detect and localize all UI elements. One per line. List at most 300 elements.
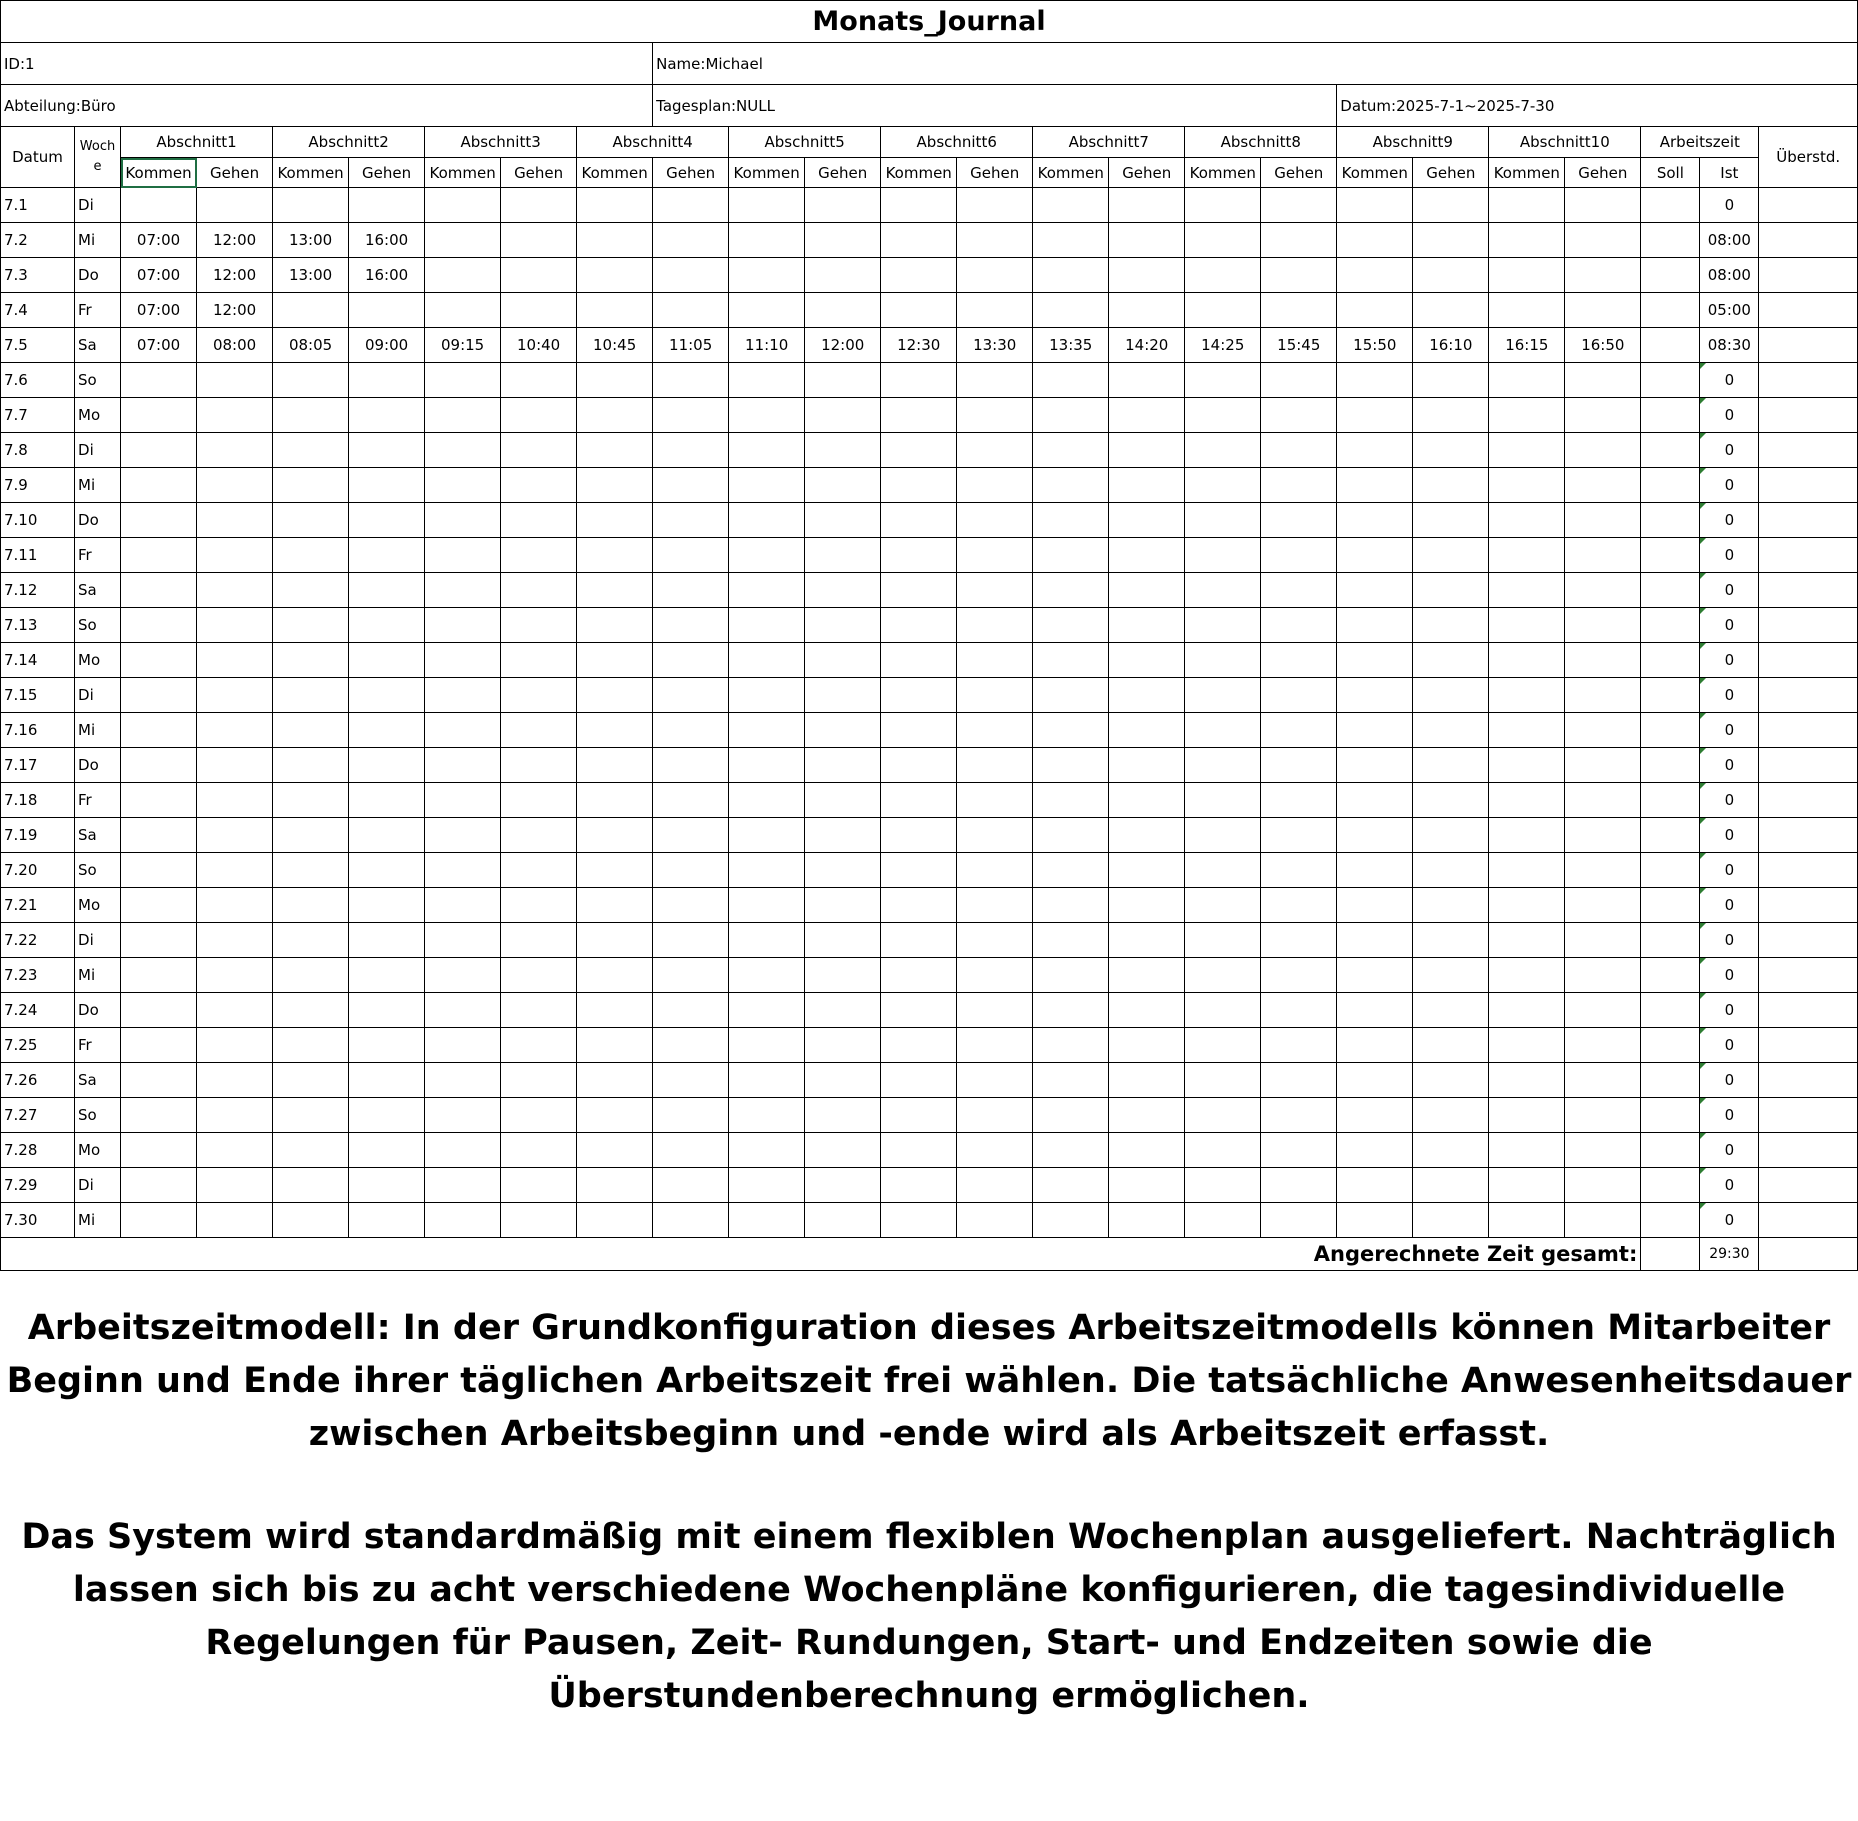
kommen-cell[interactable] — [881, 748, 957, 783]
date-cell[interactable]: 7.26 — [1, 1063, 75, 1098]
gehen-cell[interactable] — [501, 188, 577, 223]
kommen-cell[interactable] — [881, 363, 957, 398]
kommen-cell[interactable] — [1185, 573, 1261, 608]
kommen-cell[interactable] — [881, 888, 957, 923]
kommen-cell[interactable] — [729, 783, 805, 818]
header-gehen-7[interactable]: Gehen — [1109, 158, 1185, 188]
kommen-cell[interactable] — [273, 608, 349, 643]
ist-cell[interactable]: 0 — [1700, 398, 1759, 433]
kommen-cell[interactable] — [1489, 608, 1565, 643]
kommen-cell[interactable] — [1337, 853, 1413, 888]
gehen-cell[interactable] — [1261, 468, 1337, 503]
kommen-cell[interactable] — [1337, 818, 1413, 853]
kommen-cell[interactable] — [273, 748, 349, 783]
gehen-cell[interactable] — [805, 1098, 881, 1133]
kommen-cell[interactable] — [729, 468, 805, 503]
kommen-cell[interactable]: 09:15 — [425, 328, 501, 363]
gehen-cell[interactable] — [653, 468, 729, 503]
soll-cell[interactable] — [1641, 468, 1700, 503]
header-kommen-1[interactable]: Kommen — [121, 158, 197, 188]
kommen-cell[interactable] — [1185, 853, 1261, 888]
soll-cell[interactable] — [1641, 608, 1700, 643]
gehen-cell[interactable] — [349, 468, 425, 503]
gehen-cell[interactable] — [957, 608, 1033, 643]
kommen-cell[interactable] — [121, 1168, 197, 1203]
kommen-cell[interactable] — [1337, 1203, 1413, 1238]
kommen-cell[interactable] — [1489, 433, 1565, 468]
gehen-cell[interactable] — [1565, 398, 1641, 433]
gehen-cell[interactable] — [1109, 573, 1185, 608]
kommen-cell[interactable] — [1489, 678, 1565, 713]
gehen-cell[interactable] — [653, 223, 729, 258]
gehen-cell[interactable] — [957, 1133, 1033, 1168]
header-ist[interactable]: Ist — [1700, 158, 1759, 188]
kommen-cell[interactable]: 15:50 — [1337, 328, 1413, 363]
header-kommen-4[interactable]: Kommen — [577, 158, 653, 188]
kommen-cell[interactable] — [881, 923, 957, 958]
kommen-cell[interactable] — [729, 1133, 805, 1168]
gehen-cell[interactable] — [349, 188, 425, 223]
kommen-cell[interactable] — [881, 1168, 957, 1203]
gehen-cell[interactable] — [197, 783, 273, 818]
header-ueberstd[interactable]: Überstd. — [1759, 127, 1858, 188]
gehen-cell[interactable] — [1261, 1168, 1337, 1203]
kommen-cell[interactable] — [425, 678, 501, 713]
gehen-cell[interactable] — [197, 363, 273, 398]
gehen-cell[interactable] — [805, 993, 881, 1028]
gehen-cell[interactable] — [501, 1203, 577, 1238]
soll-cell[interactable] — [1641, 1203, 1700, 1238]
ueberstd-cell[interactable] — [1759, 188, 1858, 223]
ist-cell[interactable]: 0 — [1700, 608, 1759, 643]
kommen-cell[interactable] — [1033, 293, 1109, 328]
date-cell[interactable]: 7.5 — [1, 328, 75, 363]
ist-cell[interactable]: 0 — [1700, 468, 1759, 503]
ueberstd-cell[interactable] — [1759, 608, 1858, 643]
gehen-cell[interactable] — [197, 188, 273, 223]
gehen-cell[interactable] — [349, 398, 425, 433]
gehen-cell[interactable] — [1565, 853, 1641, 888]
ueberstd-cell[interactable] — [1759, 748, 1858, 783]
kommen-cell[interactable] — [577, 853, 653, 888]
gehen-cell[interactable] — [653, 1098, 729, 1133]
kommen-cell[interactable] — [1033, 713, 1109, 748]
gehen-cell[interactable] — [957, 643, 1033, 678]
gehen-cell[interactable] — [197, 818, 273, 853]
total-soll-cell[interactable] — [1641, 1238, 1700, 1271]
kommen-cell[interactable] — [121, 853, 197, 888]
date-cell[interactable]: 7.9 — [1, 468, 75, 503]
gehen-cell[interactable] — [957, 993, 1033, 1028]
header-abschnitt-6[interactable]: Abschnitt6 — [881, 127, 1033, 158]
kommen-cell[interactable] — [1033, 958, 1109, 993]
kommen-cell[interactable] — [425, 818, 501, 853]
kommen-cell[interactable] — [1337, 468, 1413, 503]
gehen-cell[interactable] — [501, 398, 577, 433]
header-arbeitszeit[interactable]: Arbeitszeit — [1641, 127, 1759, 158]
gehen-cell[interactable] — [1261, 923, 1337, 958]
gehen-cell[interactable] — [349, 713, 425, 748]
gehen-cell[interactable] — [1261, 783, 1337, 818]
ueberstd-cell[interactable] — [1759, 958, 1858, 993]
header-kommen-10[interactable]: Kommen — [1489, 158, 1565, 188]
ist-cell[interactable]: 08:00 — [1700, 258, 1759, 293]
ueberstd-cell[interactable] — [1759, 993, 1858, 1028]
gehen-cell[interactable] — [653, 188, 729, 223]
gehen-cell[interactable] — [197, 608, 273, 643]
gehen-cell[interactable] — [653, 1203, 729, 1238]
gehen-cell[interactable] — [1261, 853, 1337, 888]
gehen-cell[interactable] — [1109, 993, 1185, 1028]
gehen-cell[interactable] — [1109, 258, 1185, 293]
kommen-cell[interactable] — [1033, 1168, 1109, 1203]
gehen-cell[interactable] — [1565, 923, 1641, 958]
weekday-cell[interactable]: Sa — [75, 328, 121, 363]
gehen-cell[interactable] — [1413, 853, 1489, 888]
gehen-cell[interactable] — [1109, 643, 1185, 678]
gehen-cell[interactable] — [1413, 293, 1489, 328]
kommen-cell[interactable] — [1185, 538, 1261, 573]
ist-cell[interactable]: 0 — [1700, 433, 1759, 468]
kommen-cell[interactable] — [273, 398, 349, 433]
gehen-cell[interactable] — [1565, 258, 1641, 293]
gehen-cell[interactable] — [1261, 398, 1337, 433]
kommen-cell[interactable] — [121, 1028, 197, 1063]
kommen-cell[interactable] — [1337, 188, 1413, 223]
gehen-cell[interactable] — [1565, 1028, 1641, 1063]
gehen-cell[interactable] — [1413, 363, 1489, 398]
kommen-cell[interactable] — [1185, 783, 1261, 818]
ueberstd-cell[interactable] — [1759, 293, 1858, 328]
kommen-cell[interactable] — [577, 433, 653, 468]
kommen-cell[interactable] — [1337, 643, 1413, 678]
gehen-cell[interactable] — [957, 783, 1033, 818]
gehen-cell[interactable] — [349, 993, 425, 1028]
gehen-cell[interactable] — [197, 993, 273, 1028]
gehen-cell[interactable] — [805, 1203, 881, 1238]
gehen-cell[interactable] — [501, 258, 577, 293]
kommen-cell[interactable] — [1489, 258, 1565, 293]
kommen-cell[interactable] — [729, 1098, 805, 1133]
soll-cell[interactable] — [1641, 293, 1700, 328]
kommen-cell[interactable] — [121, 1133, 197, 1168]
gehen-cell[interactable] — [1413, 1028, 1489, 1063]
kommen-cell[interactable] — [577, 188, 653, 223]
gehen-cell[interactable] — [1109, 678, 1185, 713]
ueberstd-cell[interactable] — [1759, 573, 1858, 608]
kommen-cell[interactable] — [1337, 783, 1413, 818]
kommen-cell[interactable] — [425, 503, 501, 538]
kommen-cell[interactable] — [425, 433, 501, 468]
header-abschnitt-10[interactable]: Abschnitt10 — [1489, 127, 1641, 158]
gehen-cell[interactable]: 09:00 — [349, 328, 425, 363]
kommen-cell[interactable] — [1033, 643, 1109, 678]
kommen-cell[interactable] — [1489, 223, 1565, 258]
gehen-cell[interactable] — [957, 538, 1033, 573]
gehen-cell[interactable] — [653, 1028, 729, 1063]
ist-cell[interactable]: 0 — [1700, 853, 1759, 888]
kommen-cell[interactable] — [1033, 188, 1109, 223]
kommen-cell[interactable] — [273, 713, 349, 748]
ueberstd-cell[interactable] — [1759, 258, 1858, 293]
kommen-cell[interactable]: 07:00 — [121, 293, 197, 328]
kommen-cell[interactable] — [1185, 258, 1261, 293]
gehen-cell[interactable] — [501, 363, 577, 398]
gehen-cell[interactable] — [957, 1098, 1033, 1133]
gehen-cell[interactable] — [805, 923, 881, 958]
kommen-cell[interactable] — [121, 818, 197, 853]
kommen-cell[interactable] — [577, 258, 653, 293]
header-kommen-6[interactable]: Kommen — [881, 158, 957, 188]
soll-cell[interactable] — [1641, 958, 1700, 993]
kommen-cell[interactable] — [425, 643, 501, 678]
header-abschnitt-4[interactable]: Abschnitt4 — [577, 127, 729, 158]
ist-cell[interactable]: 0 — [1700, 1203, 1759, 1238]
gehen-cell[interactable] — [653, 363, 729, 398]
gehen-cell[interactable] — [1109, 1063, 1185, 1098]
gehen-cell[interactable] — [1261, 538, 1337, 573]
soll-cell[interactable] — [1641, 678, 1700, 713]
gehen-cell[interactable] — [653, 818, 729, 853]
kommen-cell[interactable] — [1033, 503, 1109, 538]
gehen-cell[interactable] — [653, 433, 729, 468]
gehen-cell[interactable] — [1261, 748, 1337, 783]
date-cell[interactable]: 7.19 — [1, 818, 75, 853]
date-cell[interactable]: 7.16 — [1, 713, 75, 748]
kommen-cell[interactable] — [273, 188, 349, 223]
gehen-cell[interactable] — [1109, 538, 1185, 573]
header-gehen-6[interactable]: Gehen — [957, 158, 1033, 188]
ueberstd-cell[interactable] — [1759, 1168, 1858, 1203]
kommen-cell[interactable]: 08:05 — [273, 328, 349, 363]
gehen-cell[interactable] — [1565, 363, 1641, 398]
header-kommen-2[interactable]: Kommen — [273, 158, 349, 188]
date-cell[interactable]: 7.20 — [1, 853, 75, 888]
kommen-cell[interactable] — [729, 1203, 805, 1238]
ueberstd-cell[interactable] — [1759, 1028, 1858, 1063]
gehen-cell[interactable] — [1261, 433, 1337, 468]
gehen-cell[interactable] — [1261, 1203, 1337, 1238]
gehen-cell[interactable] — [501, 783, 577, 818]
gehen-cell[interactable] — [501, 888, 577, 923]
kommen-cell[interactable] — [1337, 608, 1413, 643]
kommen-cell[interactable] — [1185, 1028, 1261, 1063]
kommen-cell[interactable] — [121, 503, 197, 538]
gehen-cell[interactable] — [1261, 503, 1337, 538]
date-cell[interactable]: 7.11 — [1, 538, 75, 573]
gehen-cell[interactable] — [653, 1133, 729, 1168]
gehen-cell[interactable] — [1109, 363, 1185, 398]
kommen-cell[interactable] — [1033, 363, 1109, 398]
kommen-cell[interactable] — [1337, 223, 1413, 258]
gehen-cell[interactable] — [501, 608, 577, 643]
kommen-cell[interactable] — [1185, 433, 1261, 468]
kommen-cell[interactable] — [729, 503, 805, 538]
kommen-cell[interactable] — [273, 853, 349, 888]
gehen-cell[interactable] — [1413, 783, 1489, 818]
kommen-cell[interactable] — [577, 573, 653, 608]
gehen-cell[interactable] — [1413, 958, 1489, 993]
gehen-cell[interactable] — [1413, 468, 1489, 503]
ist-cell[interactable]: 0 — [1700, 888, 1759, 923]
header-gehen-3[interactable]: Gehen — [501, 158, 577, 188]
kommen-cell[interactable] — [881, 958, 957, 993]
gehen-cell[interactable]: 08:00 — [197, 328, 273, 363]
weekday-cell[interactable]: So — [75, 363, 121, 398]
date-cell[interactable]: 7.28 — [1, 1133, 75, 1168]
ist-cell[interactable]: 0 — [1700, 1028, 1759, 1063]
gehen-cell[interactable] — [805, 783, 881, 818]
kommen-cell[interactable] — [729, 853, 805, 888]
kommen-cell[interactable] — [881, 223, 957, 258]
kommen-cell[interactable] — [273, 503, 349, 538]
gehen-cell[interactable]: 14:20 — [1109, 328, 1185, 363]
weekday-cell[interactable]: Mo — [75, 1133, 121, 1168]
header-abschnitt-5[interactable]: Abschnitt5 — [729, 127, 881, 158]
gehen-cell[interactable] — [957, 188, 1033, 223]
kommen-cell[interactable] — [1489, 748, 1565, 783]
weekday-cell[interactable]: Di — [75, 678, 121, 713]
gehen-cell[interactable] — [501, 1028, 577, 1063]
date-cell[interactable]: 7.7 — [1, 398, 75, 433]
gehen-cell[interactable] — [501, 748, 577, 783]
kommen-cell[interactable] — [729, 433, 805, 468]
ueberstd-cell[interactable] — [1759, 713, 1858, 748]
gehen-cell[interactable] — [1261, 958, 1337, 993]
date-cell[interactable]: 7.1 — [1, 188, 75, 223]
kommen-cell[interactable] — [121, 398, 197, 433]
ist-cell[interactable]: 0 — [1700, 748, 1759, 783]
gehen-cell[interactable] — [957, 1203, 1033, 1238]
kommen-cell[interactable] — [425, 468, 501, 503]
kommen-cell[interactable] — [881, 573, 957, 608]
kommen-cell[interactable] — [577, 1133, 653, 1168]
soll-cell[interactable] — [1641, 188, 1700, 223]
gehen-cell[interactable] — [1565, 993, 1641, 1028]
gehen-cell[interactable] — [1413, 538, 1489, 573]
kommen-cell[interactable] — [577, 293, 653, 328]
total-ueberstd-cell[interactable] — [1759, 1238, 1858, 1271]
gehen-cell[interactable] — [653, 713, 729, 748]
kommen-cell[interactable] — [425, 293, 501, 328]
kommen-cell[interactable] — [577, 398, 653, 433]
ueberstd-cell[interactable] — [1759, 1098, 1858, 1133]
kommen-cell[interactable] — [273, 1063, 349, 1098]
tagesplan-cell[interactable]: Tagesplan:NULL — [653, 85, 1337, 127]
kommen-cell[interactable] — [273, 783, 349, 818]
kommen-cell[interactable] — [729, 1168, 805, 1203]
gehen-cell[interactable] — [197, 713, 273, 748]
gehen-cell[interactable] — [1413, 1133, 1489, 1168]
ueberstd-cell[interactable] — [1759, 1133, 1858, 1168]
kommen-cell[interactable] — [577, 748, 653, 783]
gehen-cell[interactable] — [805, 1028, 881, 1063]
ueberstd-cell[interactable] — [1759, 328, 1858, 363]
soll-cell[interactable] — [1641, 783, 1700, 818]
sheet-title[interactable]: Monats_Journal — [1, 1, 1858, 43]
kommen-cell[interactable] — [425, 258, 501, 293]
ist-cell[interactable]: 08:00 — [1700, 223, 1759, 258]
soll-cell[interactable] — [1641, 643, 1700, 678]
kommen-cell[interactable] — [1185, 888, 1261, 923]
date-cell[interactable]: 7.10 — [1, 503, 75, 538]
gehen-cell[interactable] — [1565, 573, 1641, 608]
kommen-cell[interactable] — [1489, 713, 1565, 748]
gehen-cell[interactable] — [1109, 1203, 1185, 1238]
gehen-cell[interactable] — [197, 468, 273, 503]
gehen-cell[interactable] — [501, 433, 577, 468]
gehen-cell[interactable]: 16:00 — [349, 258, 425, 293]
gehen-cell[interactable] — [1413, 223, 1489, 258]
gehen-cell[interactable] — [805, 1063, 881, 1098]
datum-range-cell[interactable]: Datum:2025-7-1~2025-7-30 — [1337, 85, 1858, 127]
weekday-cell[interactable]: Fr — [75, 293, 121, 328]
gehen-cell[interactable] — [501, 713, 577, 748]
date-cell[interactable]: 7.29 — [1, 1168, 75, 1203]
ueberstd-cell[interactable] — [1759, 678, 1858, 713]
header-gehen-8[interactable]: Gehen — [1261, 158, 1337, 188]
header-gehen-10[interactable]: Gehen — [1565, 158, 1641, 188]
soll-cell[interactable] — [1641, 853, 1700, 888]
gehen-cell[interactable] — [1109, 923, 1185, 958]
gehen-cell[interactable]: 15:45 — [1261, 328, 1337, 363]
gehen-cell[interactable] — [805, 223, 881, 258]
gehen-cell[interactable] — [1413, 1098, 1489, 1133]
kommen-cell[interactable] — [1185, 503, 1261, 538]
gehen-cell[interactable] — [501, 853, 577, 888]
header-abschnitt-1[interactable]: Abschnitt1 — [121, 127, 273, 158]
kommen-cell[interactable] — [273, 538, 349, 573]
kommen-cell[interactable] — [729, 573, 805, 608]
gehen-cell[interactable] — [197, 503, 273, 538]
kommen-cell[interactable] — [881, 398, 957, 433]
date-cell[interactable]: 7.25 — [1, 1028, 75, 1063]
header-datum[interactable]: Datum — [1, 127, 75, 188]
kommen-cell[interactable] — [121, 643, 197, 678]
weekday-cell[interactable]: Mi — [75, 223, 121, 258]
gehen-cell[interactable] — [1565, 433, 1641, 468]
kommen-cell[interactable] — [729, 713, 805, 748]
kommen-cell[interactable] — [881, 783, 957, 818]
kommen-cell[interactable] — [1337, 1028, 1413, 1063]
gehen-cell[interactable] — [653, 503, 729, 538]
kommen-cell[interactable] — [881, 713, 957, 748]
kommen-cell[interactable] — [1185, 188, 1261, 223]
kommen-cell[interactable]: 07:00 — [121, 258, 197, 293]
kommen-cell[interactable] — [425, 363, 501, 398]
gehen-cell[interactable] — [501, 958, 577, 993]
weekday-cell[interactable]: Do — [75, 993, 121, 1028]
kommen-cell[interactable] — [1033, 1203, 1109, 1238]
soll-cell[interactable] — [1641, 1028, 1700, 1063]
weekday-cell[interactable]: Do — [75, 748, 121, 783]
kommen-cell[interactable] — [1033, 783, 1109, 818]
kommen-cell[interactable] — [273, 818, 349, 853]
kommen-cell[interactable] — [1185, 713, 1261, 748]
kommen-cell[interactable] — [1489, 853, 1565, 888]
gehen-cell[interactable] — [1565, 538, 1641, 573]
gehen-cell[interactable] — [1109, 818, 1185, 853]
kommen-cell[interactable] — [729, 923, 805, 958]
kommen-cell[interactable] — [425, 398, 501, 433]
ist-cell[interactable]: 05:00 — [1700, 293, 1759, 328]
kommen-cell[interactable] — [273, 958, 349, 993]
kommen-cell[interactable] — [1033, 433, 1109, 468]
kommen-cell[interactable] — [425, 713, 501, 748]
gehen-cell[interactable] — [653, 853, 729, 888]
kommen-cell[interactable] — [425, 1028, 501, 1063]
kommen-cell[interactable] — [1033, 923, 1109, 958]
